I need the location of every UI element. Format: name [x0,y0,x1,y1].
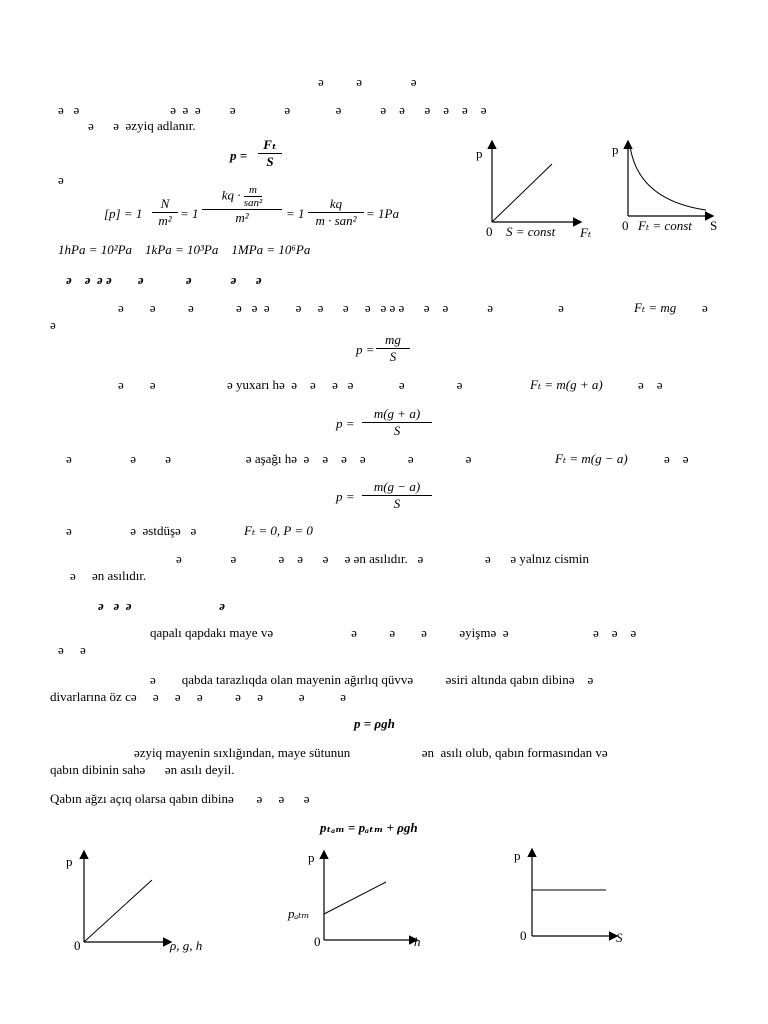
paragraph-line: ə ə əzyiq adlanır. [88,118,196,133]
downward-force-formula: Fₜ = m(g − a) [555,451,628,466]
paragraph-line: ə ə [58,642,86,657]
formula-4-lhs: p = [336,416,358,431]
x-axis-label: S [710,218,718,233]
paragraph-line: Qabın ağzı açıq olarsa qabın dibinə ə ə ə [50,791,310,806]
formula-5-lhs: p = [336,489,358,504]
paragraph-line: qabın dibinin sahə ən asılı deyil. [50,762,235,777]
formula-3-fraction: $\frac{mg}{S}$ [376,332,410,365]
y-axis-label: p [514,848,521,863]
paragraph-line: ə ə ə yuxarı hə ə ə ə ə ə ə [118,377,463,392]
paragraph-line: ə ə əstdüşə ə [66,523,197,538]
x-axis-label: Fₜ [580,225,592,240]
paragraph-line: ə ə ə ə aşağı hə ə ə ə ə ə ə [66,451,472,466]
unit-fraction-1: $\frac{N}{\text{m²}}$ [152,196,178,229]
paragraph-line: qapalı qapdakı maye və ə ə ə əyişmə ə ə ə ə [150,625,637,640]
graph-pressure-vs-depth [284,846,434,956]
y-axis-label: p [66,854,73,869]
unit-fraction-3: kq m · san² [308,196,364,229]
paragraph-line: ə [702,300,708,315]
x-axis-label: h [414,934,421,949]
paragraph-line: əzyiq mayenin sıxlığından, maye sütunun ən asılı olub, qabın formasından və [134,745,608,760]
paragraph-line: ə ə [664,451,689,466]
intercept-label: pₐₜₘ [288,906,310,921]
section-heading: ə ə ə ə ə ə ə ə [66,272,262,287]
unit-fraction-2: kq · m san² m² [202,184,282,226]
paragraph-line: ə ə ə ə ə ə ən asılıdır. ə ə ə yalnız cismin [176,551,590,566]
paragraph-line: ə ə ə ə ə ə ə ə ə ə ə ə ə ə ə ə ə [118,300,564,315]
paragraph-line: ə [58,172,64,187]
hydrostatic-formula: p = ρgh [354,716,395,731]
total-pressure-formula: pₜₐₘ = pₐₜₘ + ρgh [320,820,418,835]
y-axis-label: p [308,850,315,865]
x-axis-label: ρ, g, h [170,938,203,953]
graph-pressure-vs-density [60,846,220,956]
section-heading: ə ə ə ə [98,598,226,613]
paragraph-line: ə [50,317,56,332]
weight-formula: Fₜ = mg [634,300,677,315]
unit-eq-2: = 1 [286,206,305,221]
paragraph-line: ə ə [638,377,663,392]
paragraph-line: divarlarına öz cə ə ə ə ə ə ə ə [50,689,347,704]
paragraph-line: ə ə ə ə ə ə ə ə ə ə ə ə ə ə [58,102,487,117]
pressure-formula-lhs: p = [230,148,251,163]
heading-line: ə ə ə [318,74,417,89]
unit-formula-lhs: [p] = 1 [104,206,143,221]
y-axis-label: p [476,146,483,161]
const-label: S = const [506,224,556,239]
paragraph-line: ə qabda tarazlıqda olan mayenin ağırlıq qüvvə əsiri altında qabın dibinə ə [150,672,594,687]
origin-label: 0 [622,218,629,233]
y-axis-label: p [612,142,619,157]
origin-label: 0 [314,934,321,949]
paragraph-line: ə ən asılıdır. [70,568,147,583]
formula-3-lhs: p = [356,342,378,357]
origin-label: 0 [74,938,81,953]
unit-eq-1: = 1 [180,206,199,221]
unit-formula-rhs: = 1Pa [366,206,399,221]
freefall-formula: Fₜ = 0, P = 0 [244,523,313,538]
graph-pressure-vs-area-constant [508,846,638,950]
x-axis-label: S [616,930,623,945]
formula-5-fraction: $\frac{m(g - a)}{S}$ [362,479,432,512]
graph-pressure-vs-area [608,138,728,242]
formula-4-fraction: $\frac{m(g + a)}{S}$ [362,406,432,439]
origin-label: 0 [520,928,527,943]
const-label: Fₜ = const [638,218,692,233]
pressure-formula-fraction: $\frac{\text{Fₜ}}{S}$ [258,137,282,170]
graph-pressure-vs-force [472,138,602,242]
upward-force-formula: Fₜ = m(g + a) [530,377,603,392]
origin-label: 0 [486,224,493,239]
unit-conversions: 1hPa = 10²Pa 1kPa = 10³Pa 1MPa = 10⁶Pa [58,242,311,257]
